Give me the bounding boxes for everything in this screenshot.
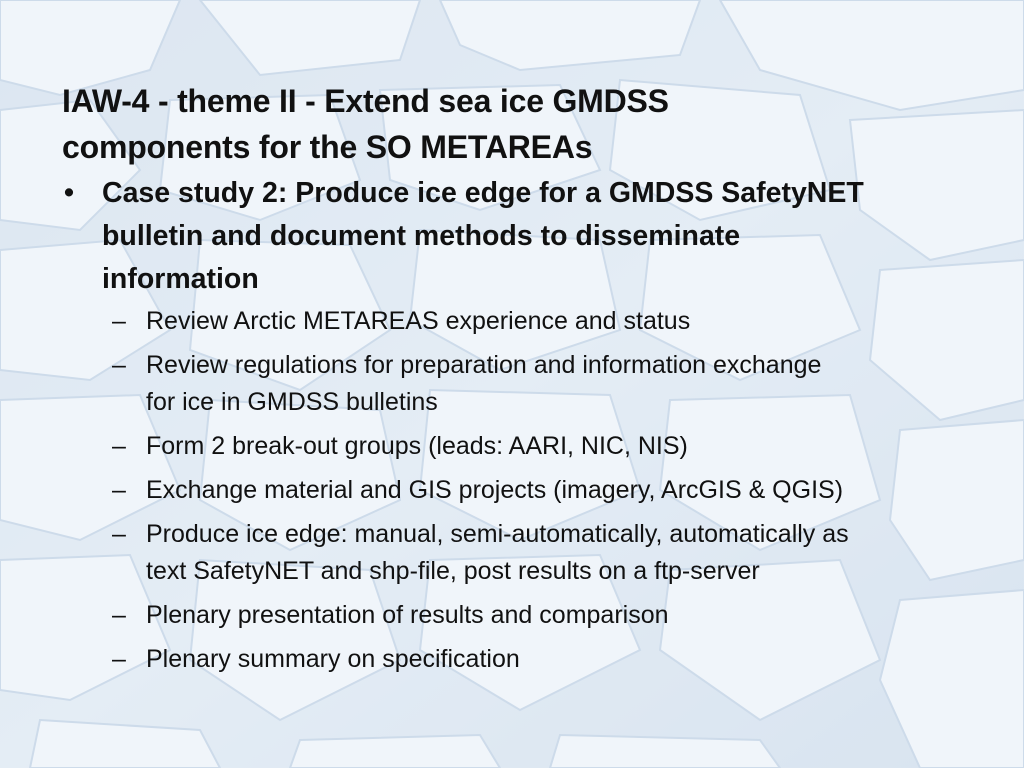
dash-icon: – [112, 307, 126, 335]
sub-bullet-text: Plenary summary on specification [146, 645, 520, 673]
sub-bullet-text: Exchange material and GIS projects (imagery, ArcGIS & QGIS) [146, 476, 844, 504]
dash-icon: – [112, 432, 126, 460]
sub-bullet-text: Review regulations for preparation and information exchange [146, 351, 822, 379]
slide-content [62, 78, 982, 685]
main-bullet [62, 172, 982, 301]
sub-bullet-list [62, 303, 982, 678]
sub-bullet-item [62, 303, 982, 340]
dash-icon: – [112, 645, 126, 673]
slide-title [62, 78, 982, 170]
sub-bullet-text: Produce ice edge: manual, semi-automatically, automatically as [146, 520, 849, 548]
sub-bullet-item [62, 428, 982, 465]
sub-bullet-item [62, 472, 982, 509]
sub-bullet-item [62, 641, 982, 678]
bullet-dot-icon: • [64, 177, 74, 209]
dash-icon: – [112, 520, 126, 548]
main-bullet-line-2: bulletin and document methods to disseminate [102, 220, 741, 252]
sub-bullet-text-cont: text SafetyNET and shp-file, post results on a ftp-server [146, 557, 760, 585]
dash-icon: – [112, 601, 126, 629]
dash-icon: – [112, 351, 126, 379]
sub-bullet-text: Form 2 break-out groups (leads: AARI, NIC, NIS) [146, 432, 688, 460]
title-line-1: IAW-4 - theme II - Extend sea ice GMDSS [62, 83, 669, 119]
dash-icon: – [112, 476, 126, 504]
main-bullet-line-3: information [102, 263, 259, 295]
sub-bullet-text-cont: for ice in GMDSS bulletins [146, 388, 438, 416]
sub-bullet-item [62, 597, 982, 634]
sub-bullet-item [62, 516, 982, 590]
main-bullet-line-1: Case study 2: Produce ice edge for a GMDSS SafetyNET [102, 177, 864, 209]
sub-bullet-item [62, 347, 982, 421]
title-line-2: components for the SO METAREAs [62, 129, 593, 165]
sub-bullet-text: Review Arctic METAREAS experience and status [146, 307, 691, 335]
sub-bullet-text: Plenary presentation of results and comparison [146, 601, 669, 629]
